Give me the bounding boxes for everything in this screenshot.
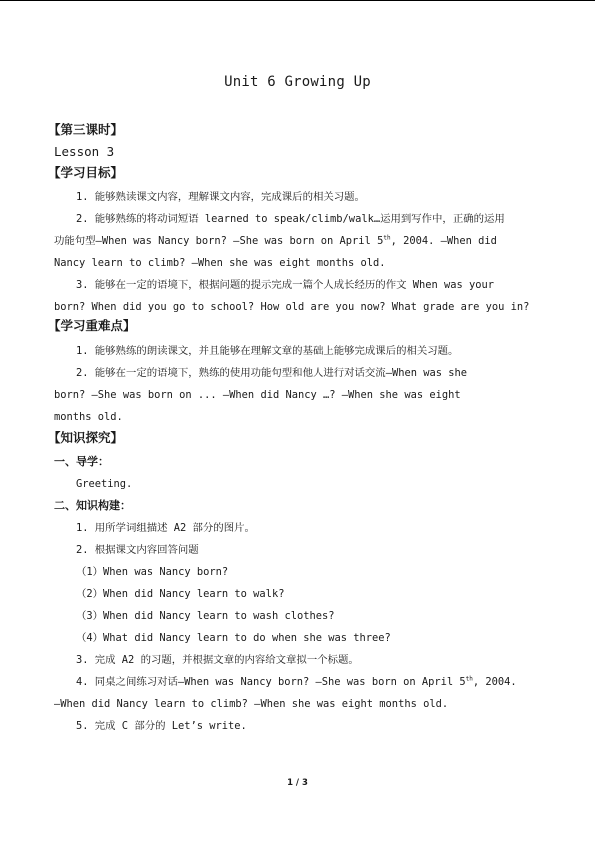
guide-text: Greeting.: [76, 478, 133, 490]
key-point-1: 1. 能够熟练的朗读课文，并且能够在理解文章的基础上能够完成课后的相关习题。: [76, 345, 459, 357]
key-point-2-line-3: months old.: [54, 411, 123, 423]
objective-3-line-1: 3. 能够在一定的语境下，根据问题的提示完成一篇个人成长经历的作文 When was your: [76, 279, 495, 291]
question-2: （2）When did Nancy learn to walk?: [76, 588, 285, 600]
objective-2-line-3: Nancy learn to climb? —When she was eight months old.: [54, 257, 386, 269]
step-1: 1. 用所学词组描述 A2 部分的图片。: [76, 522, 255, 534]
objective-3-line-2: born? When did you go to school? How old are you now? What grade are you in?: [54, 301, 530, 313]
objectives-heading: 【学习目标】: [48, 165, 124, 180]
key-point-2-line-1: 2. 能够在一定的语境下，熟练的使用功能句型和他人进行对话交流—When was she: [76, 367, 468, 379]
document-title: Unit 6 Growing Up: [224, 74, 371, 90]
page-number: 1 / 3: [287, 778, 308, 788]
guide-heading: 一、导学：: [54, 455, 109, 468]
exploration-heading: 【知识探究】: [48, 430, 124, 445]
step-3: 3. 完成 A2 的习题，并根据文章的内容给文章拟一个标题。: [76, 654, 359, 666]
objective-1: 1. 能够熟读课文内容，理解课文内容，完成课后的相关习题。: [76, 191, 365, 203]
lesson-label: Lesson 3: [54, 144, 115, 159]
key-point-2-line-2: born? —She was born on ... —When did Nancy …? —When she was eight: [54, 389, 461, 401]
step-2: 2. 根据课文内容回答问题: [76, 544, 199, 556]
step-4-line-2: —When did Nancy learn to climb? —When she was eight months old.: [54, 698, 449, 710]
question-3: （3）When did Nancy learn to wash clothes?: [76, 610, 335, 622]
question-4: （4）What did Nancy learn to do when she was three?: [76, 632, 391, 644]
period-heading: 【第三课时】: [48, 122, 124, 137]
objective-2-line-2: 功能句型—When was Nancy born? —She was born on April 5th, 2004. —When did: [54, 234, 497, 247]
key-points-heading: 【学习重难点】: [48, 318, 136, 333]
step-4-line-1: 4. 同桌之间练习对话—When was Nancy born? —She was born on April 5th, 2004.: [76, 675, 517, 688]
step-5: 5. 完成 C 部分的 Let’s write.: [76, 720, 247, 732]
question-1: （1）When was Nancy born?: [76, 566, 229, 578]
objective-2-line-1: 2. 能够熟练的将动词短语 learned to speak/climb/walk…运用到写作中，正确的运用: [76, 213, 505, 225]
construction-heading: 二、知识构建：: [54, 499, 131, 512]
